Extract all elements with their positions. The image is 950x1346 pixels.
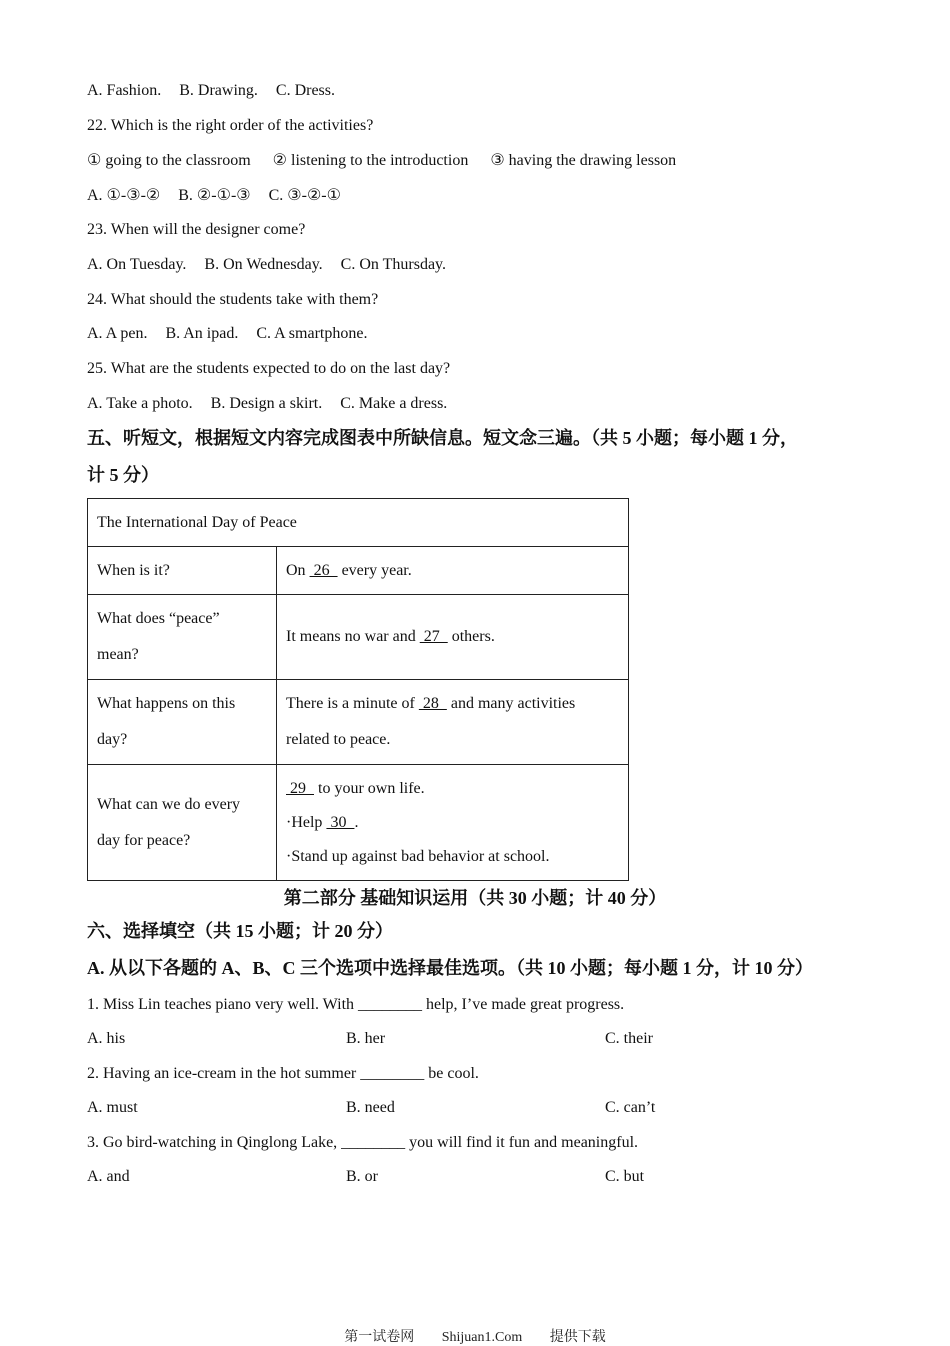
answer-text: ·Stand up against bad behavior at school. xyxy=(286,847,550,865)
option-a: A. his xyxy=(87,1030,126,1047)
q24-options xyxy=(87,324,367,344)
footer-site-en: Shijuan1.Com xyxy=(441,1330,523,1345)
question-stem: 24. What should the students take with them? xyxy=(87,291,379,308)
answer-text: to your own life. xyxy=(314,779,425,797)
option-b: B. On Wednesday. xyxy=(204,256,323,273)
answer-text: and many activities xyxy=(446,695,576,712)
section-heading: 五、听短文，根据短文内容完成图表中所缺信息。短文念三遍。（共 5 小题；每小题 1 分， xyxy=(87,428,798,448)
option-c: C. but xyxy=(605,1168,645,1185)
question-line: What happens on this xyxy=(97,695,236,712)
subsection-heading: A. 从以下各题的 A、B、C 三个选项中选择最佳选项。（共 10 小题；每小题 1 分，计 10 分） xyxy=(87,958,813,978)
table-answer xyxy=(277,765,629,881)
question-line: What does “peace” xyxy=(97,610,220,627)
table-answer xyxy=(277,595,629,680)
table-question xyxy=(88,765,277,881)
answer-text: On xyxy=(286,561,310,579)
option-b: B. her xyxy=(346,1030,386,1047)
option-a: A. ①-③-② xyxy=(87,187,161,204)
option-c: C. Dress. xyxy=(275,82,335,99)
question-line: mean? xyxy=(97,646,139,663)
option-a: A. Fashion. xyxy=(87,82,162,99)
answer-text: . xyxy=(354,813,359,831)
option-c: C. Make a dress. xyxy=(340,395,448,412)
option-c: C. ③-②-① xyxy=(268,187,341,204)
table-question xyxy=(88,680,277,765)
option-a: A. A pen. xyxy=(87,325,148,342)
footer-site-cn: 第一试卷网 xyxy=(344,1330,415,1345)
footer-download: 提供下载 xyxy=(549,1330,606,1345)
blank-29: 29 xyxy=(286,779,314,797)
part-heading: 第二部分 基础知识运用（共 30 小题；计 40 分） xyxy=(283,888,667,908)
page-footer xyxy=(0,1326,950,1346)
option-c: C. On Thursday. xyxy=(340,256,446,273)
question-stem: 22. Which is the right order of the activities? xyxy=(87,117,374,134)
question-stem: 25. What are the students expected to do on the last day? xyxy=(87,360,451,377)
table-answer xyxy=(277,680,629,765)
table-title: The International Day of Peace xyxy=(88,499,629,547)
answer-text: It means no war and xyxy=(286,628,420,645)
table-question xyxy=(88,595,277,680)
blank-28: 28 xyxy=(418,695,447,712)
activity-item: ② listening to the introduction xyxy=(272,152,469,169)
question-stem: 2. Having an ice-cream in the hot summer ________ be cool. xyxy=(87,1065,479,1082)
question-stem: 1. Miss Lin teaches piano very well. With ________ help, I’ve made great progress. xyxy=(87,996,625,1013)
table-answer xyxy=(277,547,629,595)
blank-27: 27 xyxy=(419,628,448,645)
answer-text: others. xyxy=(447,628,495,645)
option-b: B. or xyxy=(346,1168,378,1185)
q23-options xyxy=(87,255,446,275)
info-table xyxy=(87,498,629,881)
q22-options xyxy=(87,186,341,206)
option-a: A. and xyxy=(87,1168,130,1185)
question-line: day for peace? xyxy=(97,831,191,849)
section-heading: 六、选择填空（共 15 小题；计 20 分） xyxy=(87,921,393,941)
q21-options xyxy=(87,81,335,101)
option-b: B. Drawing. xyxy=(179,82,258,99)
q25-options xyxy=(87,394,447,414)
answer-text: ·Help xyxy=(286,813,327,831)
activity-item: ③ having the drawing lesson xyxy=(490,152,677,169)
option-a: A. On Tuesday. xyxy=(87,256,187,273)
option-a: A. must xyxy=(87,1099,138,1116)
section-heading-cont: 计 5 分） xyxy=(87,465,159,485)
option-b: B. ②-①-③ xyxy=(178,187,251,204)
option-b: B. need xyxy=(346,1099,395,1116)
table-question: When is it? xyxy=(88,547,277,595)
activity-items xyxy=(87,151,676,171)
answer-text: every year. xyxy=(337,561,412,579)
question-line: day? xyxy=(97,731,128,748)
answer-text: related to peace. xyxy=(286,731,391,748)
option-c: C. their xyxy=(605,1030,653,1047)
blank-30: 30 xyxy=(326,813,355,831)
option-c: C. A smartphone. xyxy=(256,325,368,342)
option-c: C. can’t xyxy=(605,1099,656,1116)
answer-text: There is a minute of xyxy=(286,695,419,712)
question-stem: 23. When will the designer come? xyxy=(87,221,306,238)
question-line: What can we do every xyxy=(97,795,241,813)
question-stem: 3. Go bird-watching in Qinglong Lake, ________ you will find it fun and meaningful. xyxy=(87,1134,639,1151)
activity-item: ① going to the classroom xyxy=(87,152,251,169)
option-a: A. Take a photo. xyxy=(87,395,193,412)
option-b: B. Design a skirt. xyxy=(210,395,323,412)
option-b: B. An ipad. xyxy=(165,325,239,342)
blank-26: 26 xyxy=(309,561,338,579)
